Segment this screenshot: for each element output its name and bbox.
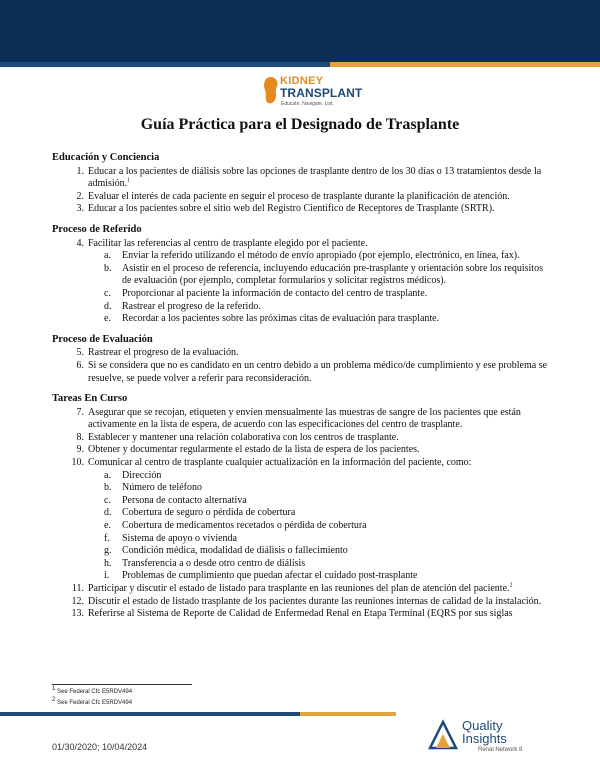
footnote-2: $^2$ See Federal Cfc E5RDV494 [52,697,133,706]
footnote-1: $^1$ See Federal Cfc E5RDV494 [52,686,133,695]
section-heading: Proceso de Referido [52,223,142,235]
section-heading: Educación y Conciencia [52,152,160,163]
kidney-transplant-logo [262,73,363,113]
quality-logo-line3: Renal Network 8 [478,747,523,753]
list-item: 9. Obtener y documentar regularmente el estado de la lista de espera de los pacientes. [76,444,420,456]
sub-item: d. Cobertura de seguro o pérdida de cobertura [104,507,296,519]
list-item: 6. Si se considera que no es candidato en un centro debido a un problema médico/de cumplimiento y ese problema se resuelve, se puede volver a referir para reconsideración. [76,359,548,384]
quality-insights-mark-icon [426,718,460,752]
list-item: 7. Asegurar que se recojan, etiqueten y envíen mensualmente las muestras de sangre de los pacientes que están activamente en la lista de espera, de acuerdo con las especificaciones del centro de trasplante. [76,406,521,431]
list-item: 2. Evaluar el interés de cada paciente en seguir el proceso de trasplante durante la planificación de atención. [76,190,510,202]
sub-item: a. Enviar la referido utilizando el método de envío apropiado (por ejemplo, electrónico, en línea, fax). [104,250,520,262]
sub-item: i. Problemas de cumplimiento que puedan afectar el cuidado post-trasplante [104,570,418,582]
list-item: 1. Educar a los pacientes de diálisis sobre las opciones de trasplante dentro de los 30 días o 13 tratamientos desde la admisión.$^1$ [76,165,542,190]
quality-logo-line2: Insights [462,731,507,746]
sub-item: g. Condición médica, modalidad de diálisis o fallecimiento [104,545,348,557]
footer-date: 01/30/2020; 10/04/2024 [52,742,148,752]
list-item: 12. Discutir el estado de listado trasplante de los pacientes durante las reuniones internas de calidad de la instalación. [71,595,542,607]
list-item: 4. Facilitar las referencias al centro de trasplante elegido por el paciente. [76,237,368,249]
list-item: 10. Comunicar al centro de trasplante cualquier actualización en la información del paciente, como: [71,457,472,469]
logo-tagline: Educate. Navigate. List. [281,101,334,107]
sub-item: e. Cobertura de medicamentos recetados o pérdida de cobertura [104,520,367,532]
logo-line2: TRANSPLANT [280,86,363,100]
header-stripe [0,62,600,67]
quality-logo-line1: Quality [462,718,503,733]
sub-item: c. Proporcionar al paciente la información de contacto del centro de trasplante. [104,287,428,299]
sub-item: c. Persona de contacto alternativa [104,494,247,506]
logo-line1: KIDNEY [280,75,324,87]
sub-item: a. Dirección [104,469,162,481]
list-item: 5. Rastrear el progreso de la evaluación. [76,347,239,359]
page-title: Guía Práctica para el Designado de Trasplante [140,116,460,133]
sub-item: d. Rastrear el progreso de la referido. [104,300,261,312]
list-item: 3. Educar a los pacientes sobre el sitio web del Registro Científico de Receptores de Trasplante (SRTR). [76,203,495,215]
sub-item: b. Asistir en el proceso de referencia, incluyendo educación pre-trasplante y orientación sobre los requisitos de evaluación (por ejemplo, completar formularios y solicitar registros médicos). [104,262,543,287]
list-item: 11. Participar y discutir el estado de listado para trasplante en las reuniones del plan de atención del paciente.$^2$ [71,582,513,594]
footnote-divider [52,684,192,685]
kidney-icon [262,75,280,105]
sub-item: e. Recordar a los pacientes sobre las próximas citas de evaluación para trasplante. [104,313,440,325]
quality-insights-logo [426,716,546,756]
sub-item: f. Sistema de apoyo o vivienda [104,532,237,544]
list-item: 13. Referirse al Sistema de Reporte de Calidad de Enfermedad Renal en Etapa Terminal (EQRS por sus siglas [71,608,513,620]
sub-item: h. Transferencia a o desde otro centro de diálisis [104,557,306,569]
section-heading: Tareas En Curso [52,393,128,405]
section-heading: Proceso de Evaluación [52,333,153,345]
sub-item: b. Número de teléfono [104,482,202,494]
list-item: 8. Establecer y mantener una relación colaborativa con los centros de trasplante. [76,431,399,443]
document-body [52,152,552,621]
header-band [0,0,600,62]
